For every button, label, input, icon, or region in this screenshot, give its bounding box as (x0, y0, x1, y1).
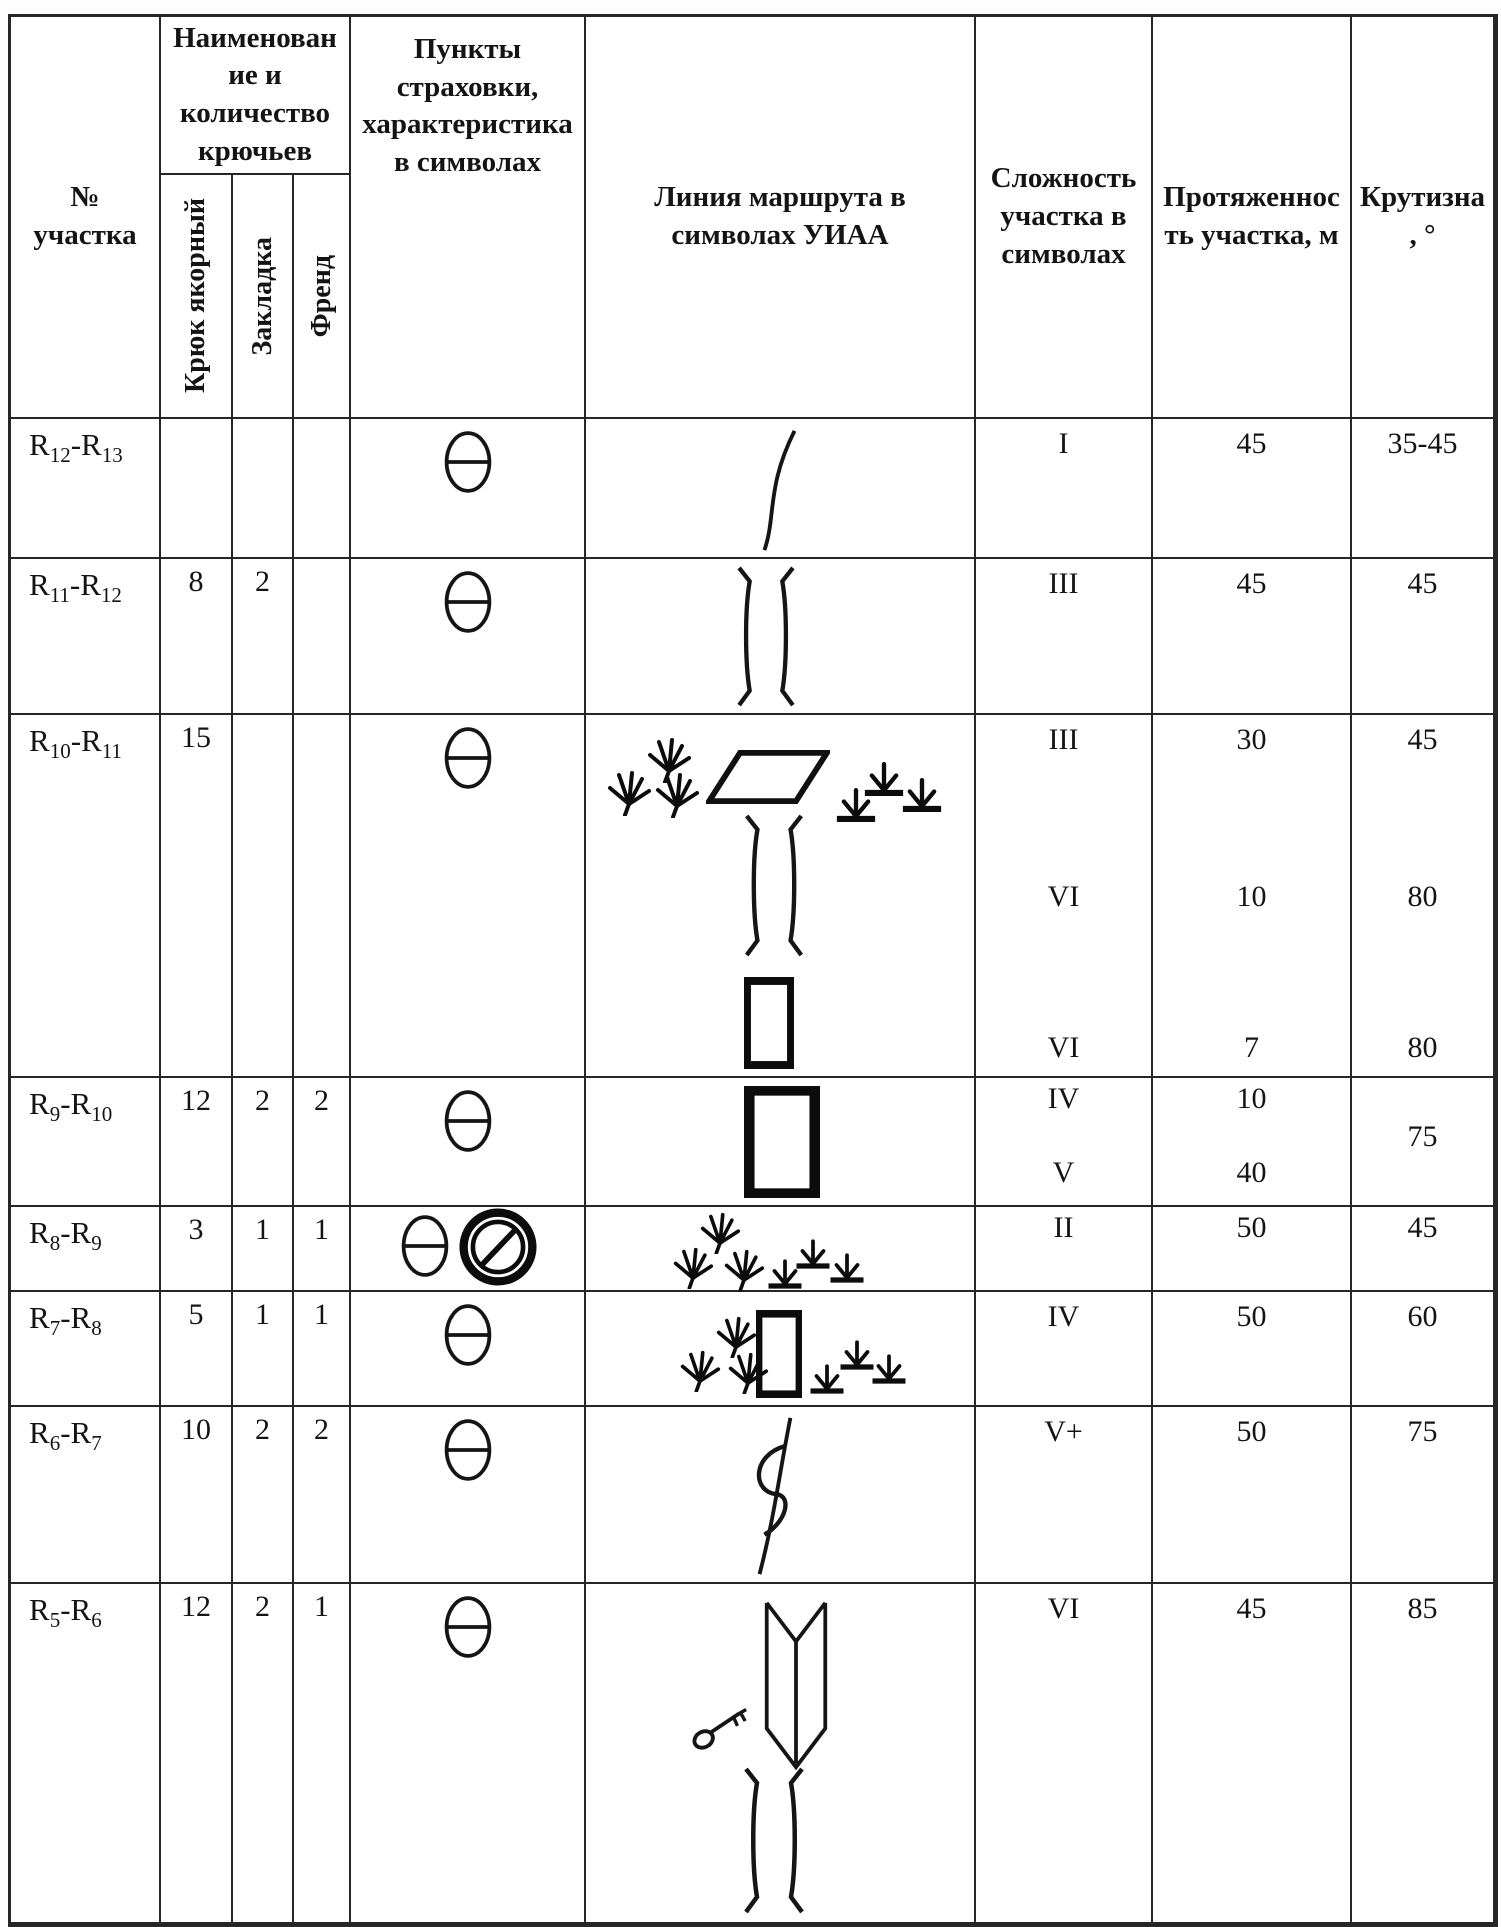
belay-station-icon (441, 569, 495, 635)
nut-count (233, 419, 294, 559)
grass-icon (864, 761, 904, 797)
section-label: $R_6-R_7$ (11, 1407, 161, 1584)
header-piton-anchor-label: Крюк якорный (180, 198, 211, 394)
wall-icon (756, 1310, 802, 1398)
difficulty-value: V+ (1044, 1415, 1083, 1448)
difficulty-value: II (1053, 1211, 1074, 1244)
steepness-value: 45 (1407, 1211, 1438, 1244)
belay-station-icon (441, 1594, 495, 1660)
length-value: 45 (1236, 567, 1267, 600)
header-piton-nut (233, 175, 294, 419)
nut-count (233, 715, 294, 1078)
header-route-label: Линия маршрута в символах УИАА (654, 181, 906, 251)
section-label: $R_{10}-R_{11}$ (11, 715, 161, 1078)
anchor-count: 15 (161, 715, 233, 1078)
difficulty-value: III (1048, 567, 1079, 600)
steepness-cell (1352, 715, 1495, 1078)
belay-station-icon (441, 1302, 495, 1368)
anchor-count: 12 (161, 1584, 233, 1924)
steepness-cell (1352, 1078, 1495, 1207)
route-description-table (8, 14, 1498, 1927)
difficulty-value: VI (1047, 1031, 1080, 1064)
difficulty-cell (976, 1207, 1153, 1292)
length-value: 30 (1236, 723, 1267, 756)
difficulty-cell (976, 1407, 1153, 1584)
header-piton-nut-label: Закладка (246, 236, 278, 356)
length-value: 50 (1236, 1300, 1267, 1333)
belay-symbols (351, 1407, 586, 1584)
section-label: $R_9-R_{10}$ (11, 1078, 161, 1207)
header-length-label: Протяженность участка, м (1163, 181, 1340, 251)
friend-count: 2 (294, 1078, 351, 1207)
difficulty-cell (976, 1584, 1153, 1924)
friend-count (294, 559, 351, 715)
difficulty-cell (976, 1292, 1153, 1407)
length-cell (1153, 559, 1352, 715)
header-belay (351, 17, 586, 419)
difficulty-value: III (1048, 723, 1079, 756)
chimney-icon (726, 1766, 822, 1916)
belay-station-icon (398, 1213, 452, 1279)
route-symbols (586, 715, 976, 1078)
belay-symbols (351, 1078, 586, 1207)
anchor-count: 5 (161, 1292, 233, 1407)
chimney-icon (726, 813, 822, 959)
length-cell (1153, 715, 1352, 1078)
difficulty-cell (976, 1078, 1153, 1207)
header-pitons-group-label: Наименование и количество крючьев (173, 21, 337, 167)
route-symbols (586, 1407, 976, 1584)
belay-symbols (351, 1584, 586, 1924)
anchor-count: 8 (161, 559, 233, 715)
difficulty-cell (976, 715, 1153, 1078)
friend-count: 1 (294, 1207, 351, 1292)
length-value: 10 (1236, 880, 1267, 913)
belay-symbols (351, 419, 586, 559)
steepness-cell (1352, 419, 1495, 559)
route-symbols (586, 1584, 976, 1924)
belay-station-icon (441, 429, 495, 495)
length-value: 7 (1244, 1031, 1259, 1064)
nut-count: 2 (233, 1584, 294, 1924)
length-value: 50 (1236, 1415, 1267, 1448)
length-cell (1153, 1407, 1352, 1584)
steepness-cell (1352, 1407, 1495, 1584)
steepness-value: 80 (1407, 880, 1438, 913)
chimney-icon (718, 565, 814, 709)
belay-symbols (351, 559, 586, 715)
terrace-icon (706, 749, 830, 805)
header-piton-anchor (161, 175, 233, 419)
length-value: 45 (1236, 1592, 1267, 1625)
length-value: 10 (1236, 1082, 1267, 1115)
steepness-value: 45 (1407, 567, 1438, 600)
friend-count: 1 (294, 1584, 351, 1924)
belay-station-icon (441, 1417, 495, 1483)
steepness-value: 45 (1407, 723, 1438, 756)
route-symbols (586, 1292, 976, 1407)
friend-count (294, 715, 351, 1078)
steepness-cell (1352, 1292, 1495, 1407)
header-difficulty-label: Сложность участка в символах (990, 162, 1137, 270)
belay-symbols (351, 1292, 586, 1407)
nut-count: 2 (233, 559, 294, 715)
steepness-value: 85 (1407, 1592, 1438, 1625)
belay-station-icon (441, 1088, 495, 1154)
belay-station-icon (441, 725, 495, 791)
dihedral-icon (760, 1600, 832, 1770)
grass-icon (870, 1354, 908, 1384)
difficulty-value: V (1052, 1156, 1075, 1189)
anchor-count: 3 (161, 1207, 233, 1292)
grass-icon (828, 1253, 866, 1283)
steepness-value: 75 (1407, 1120, 1438, 1153)
wall-icon (744, 977, 794, 1069)
friend-count: 2 (294, 1407, 351, 1584)
header-steepness-label: Крутизна, ° (1359, 181, 1486, 251)
wall-icon (744, 1086, 820, 1198)
nut-count: 1 (233, 1292, 294, 1407)
no-entry-icon (459, 1208, 537, 1286)
header-belay-label: Пункты страховки, характеристика в символах (362, 33, 573, 179)
route-symbols (586, 559, 976, 715)
anchor-count: 12 (161, 1078, 233, 1207)
length-cell (1153, 1078, 1352, 1207)
anchor-count: 10 (161, 1407, 233, 1584)
route-symbols (586, 1078, 976, 1207)
header-length (1153, 17, 1352, 419)
nut-count: 2 (233, 1407, 294, 1584)
key-icon (691, 1696, 753, 1752)
route-line-icon (754, 427, 804, 553)
belay-symbols (351, 1207, 586, 1292)
section-label: $R_{11}-R_{12}$ (11, 559, 161, 715)
difficulty-value: I (1058, 427, 1069, 460)
difficulty-value: IV (1047, 1082, 1080, 1115)
header-piton-friend-label: Френд (305, 254, 337, 338)
nut-count: 2 (233, 1078, 294, 1207)
difficulty-value: VI (1047, 880, 1080, 913)
header-route (586, 17, 976, 419)
header-steepness (1352, 17, 1495, 419)
header-section-label: № участка (33, 181, 137, 251)
difficulty-cell (976, 559, 1153, 715)
grass-icon (678, 1350, 722, 1392)
length-cell (1153, 1207, 1352, 1292)
steepness-value: 35-45 (1387, 427, 1458, 460)
header-section (11, 17, 161, 419)
difficulty-value: VI (1047, 1592, 1080, 1625)
belay-symbols (351, 715, 586, 1078)
friend-count (294, 419, 351, 559)
header-difficulty (976, 17, 1153, 419)
serpentine-icon (734, 1415, 814, 1577)
difficulty-cell (976, 419, 1153, 559)
steepness-cell (1352, 559, 1495, 715)
grass-icon (654, 772, 700, 818)
anchor-count (161, 419, 233, 559)
section-label: $R_8-R_9$ (11, 1207, 161, 1292)
length-cell (1153, 419, 1352, 559)
length-cell (1153, 1584, 1352, 1924)
grass-icon (671, 1247, 715, 1289)
steepness-value: 75 (1407, 1415, 1438, 1448)
route-symbols (586, 419, 976, 559)
length-cell (1153, 1292, 1352, 1407)
section-label: $R_{12}-R_{13}$ (11, 419, 161, 559)
grass-icon (606, 770, 652, 816)
route-symbols (586, 1207, 976, 1292)
section-label: $R_5-R_6$ (11, 1584, 161, 1924)
header-pitons-group (161, 17, 351, 175)
steepness-value: 80 (1407, 1031, 1438, 1064)
friend-count: 1 (294, 1292, 351, 1407)
nut-count: 1 (233, 1207, 294, 1292)
steepness-cell (1352, 1584, 1495, 1924)
steepness-value: 60 (1407, 1300, 1438, 1333)
header-piton-friend (294, 175, 351, 419)
length-value: 50 (1236, 1211, 1267, 1244)
difficulty-value: IV (1047, 1300, 1080, 1333)
steepness-cell (1352, 1207, 1495, 1292)
section-label: $R_7-R_8$ (11, 1292, 161, 1407)
grass-icon (722, 1249, 766, 1291)
length-value: 40 (1236, 1156, 1267, 1189)
length-value: 45 (1236, 427, 1267, 460)
grass-icon (902, 777, 942, 813)
grass-icon (794, 1239, 832, 1269)
